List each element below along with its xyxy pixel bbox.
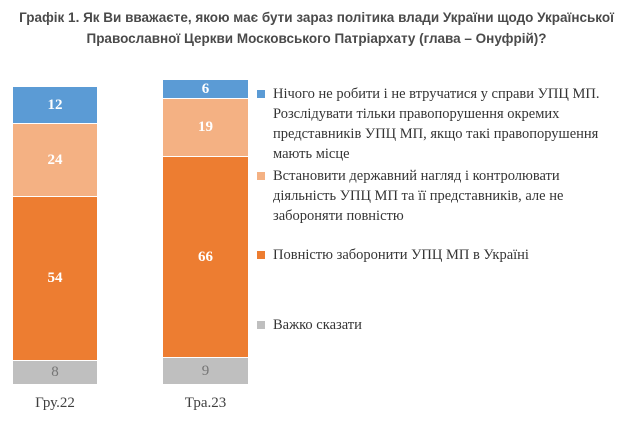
legend-swatch-icon [257,251,265,259]
legend-label: Важко сказати [273,317,362,333]
bar-segment-series0 [163,80,248,98]
bar-segment-series1 [163,98,248,156]
legend-label: Встановити державний нагляд і контролювати діяльність УПЦ МП та її представників, але не забороняти повністю [273,168,564,224]
bar-value-label: 9 [201,362,210,379]
legend-swatch-icon [257,90,265,98]
legend-swatch-icon [257,172,265,180]
legend-swatch-icon [257,321,265,329]
bar-value-label: 6 [201,80,210,97]
chart-title [0,7,633,49]
bar-segment-series3 [163,357,248,384]
bar-value-label: 66 [198,248,213,265]
legend-item-series3 [257,315,621,335]
bar-segment-series1 [13,123,97,196]
bar-value-label: 19 [198,119,213,135]
x-axis-label-dec22: Гру.22 [35,395,75,411]
legend-label: Повністю заборонити УПЦ МП в Україні [273,247,529,263]
legend [257,84,621,335]
bar-value-label: 8 [51,364,59,380]
stacked-bar-dec22 [13,87,97,384]
bar-segment-series3 [13,360,97,384]
bar-value-label: 12 [47,96,63,113]
legend-item-series0 [257,84,621,164]
bar-segment-series2 [13,196,97,360]
bar-segment-series0 [13,87,97,123]
bar-value-label: 24 [47,151,63,168]
legend-item-series1 [257,166,621,226]
x-axis-label-may23: Тра.23 [184,395,227,411]
stacked-bar-may23 [163,80,248,384]
chart-title-line2: Православної Церкви Московського Патріархату (глава – Онуфрій)? [86,31,547,46]
bar-segment-series2 [163,156,248,357]
legend-item-series2 [257,245,621,265]
legend-label: Нічого не робити і не втручатися у справи УПЦ МП. Розслідувати тільки правопорушення окремих представників УПЦ МП, якщо такі правопорушення мають місце [273,86,600,162]
bar-value-label: 54 [47,270,63,286]
chart-title-line1: Графік 1. Як Ви вважаєте, якою має бути зараз політика влади України щодо Української [19,10,614,25]
